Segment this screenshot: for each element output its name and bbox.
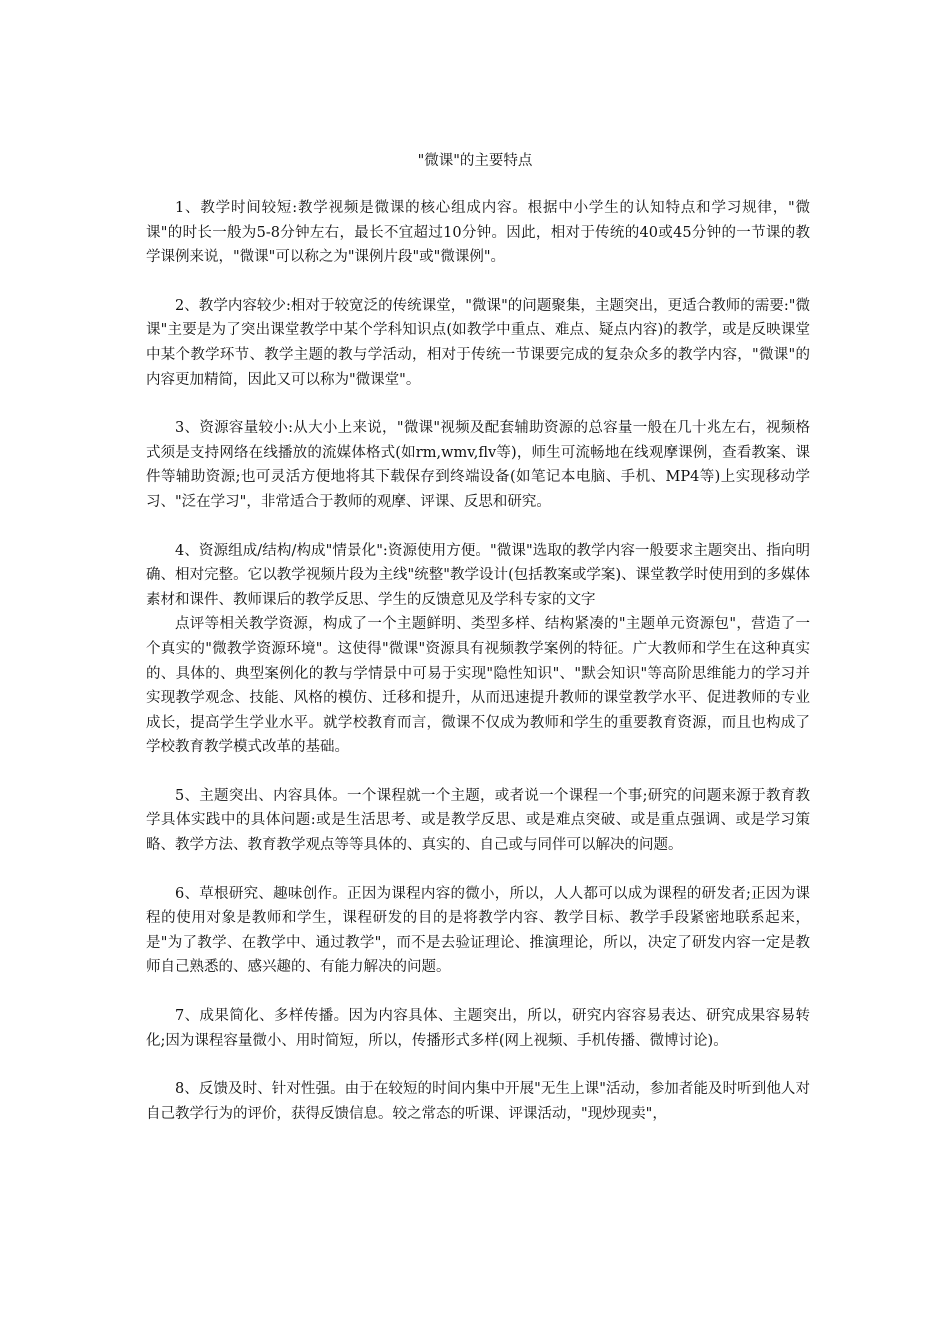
paragraph-6: 6、草根研究、趣味创作。正因为课程内容的微小，所以，人人都可以成为课程的研发者;正因为课程的使用对象是教师和学生，课程研发的目的是将教学内容、教学目标、教学手段紧密地联系起来，是"为了教学、在教学中、通过教学"，而不是去验证理论、推演理论，所以，决定了研发内容一定是教师自己熟悉的、感兴趣的、有能力解决的问题。 (146, 885, 810, 976)
paragraph-4-continued: 点评等相关教学资源，构成了一个主题鲜明、类型多样、结构紧凑的"主题单元资源包"，营造了一个真实的"微教学资源环境"。这使得"微课"资源具有视频教学案例的特征。广大教师和学生在这种真实的、具体的、典型案例化的教与学情景中可易于实现"隐性知识"、"默会知识"等高阶思维能力的学习并实现教学观念、技能、风格的模仿、迁移和提升，从而迅速提升教师的课堂教学水平、促进教师的专业成长，提高学生学业水平。就学校教育而言，微课不仅成为教师和学生的重要教育资源，而且也构成了学校教育教学模式改革的基础。 (146, 616, 810, 756)
paragraph-1: 1、教学时间较短:教学视频是微课的核心组成内容。根据中小学生的认知特点和学习规律，"微课"的时长一般为5-8分钟左右，最长不宜超过10分钟。因此，相对于传统的40或45分钟的一节课的教学课例来说，"微课"可以称之为"课例片段"或"微课例"。 (146, 200, 810, 266)
document-body (146, 196, 810, 1126)
paragraph-4: 4、资源组成/结构/构成"情景化":资源使用方便。"微课"选取的教学内容一般要求主题突出、指向明确、相对完整。它以教学视频片段为主线"统整"教学设计(包括教案或学案)、课堂教学时使用到的多媒体素材和课件、教师课后的教学反思、学生的反馈意见及学科专家的文字 (146, 542, 810, 608)
paragraph-7: 7、成果简化、多样传播。因为内容具体、主题突出，所以，研究内容容易表达、研究成果容易转化;因为课程容量微小、用时简短，所以，传播形式多样(网上视频、手机传播、微博讨论)。 (146, 1008, 810, 1049)
document-title: "微课"的主要特点 (417, 153, 533, 169)
paragraph-5: 5、主题突出、内容具体。一个课程就一个主题，或者说一个课程一个事;研究的问题来源于教育教学具体实践中的具体问题:或是生活思考、或是教学反思、或是难点突破、或是重点强调、或是学习策略、教学方法、教育教学观点等等具体的、真实的、自己或与同伴可以解决的问题。 (146, 787, 810, 854)
paragraph-2: 2、教学内容较少:相对于较宽泛的传统课堂，"微课"的问题聚集，主题突出，更适合教师的需要:"微课"主要是为了突出课堂教学中某个学科知识点(如教学中重点、难点、疑点内容)的教学，或是反映课堂中某个教学环节、教学主题的教与学活动，相对于传统一节课要完成的复杂众多的教学内容，"微课"的内容更加精简，因此又可以称为"微课堂"。 (146, 297, 810, 388)
paragraph-8: 8、反馈及时、针对性强。由于在较短的时间内集中开展"无生上课"活动，参加者能及时听到他人对自己教学行为的评价，获得反馈信息。较之常态的听课、评课活动，"现炒现卖"， (146, 1081, 810, 1122)
paragraph-3: 3、资源容量较小:从大小上来说，"微课"视频及配套辅助资源的总容量一般在几十兆左右，视频格式须是支持网络在线播放的流媒体格式(如rm,wmv,flv等)，师生可流畅地在线观摩课例，查看教案、课件等辅助资源;也可灵活方便地将其下载保存到终端设备(如笔记本电脑、手机、MP4等)上实现移动学习、"泛在学习"，非常适合于教师的观摩、评课、反思和研究。 (146, 420, 810, 510)
